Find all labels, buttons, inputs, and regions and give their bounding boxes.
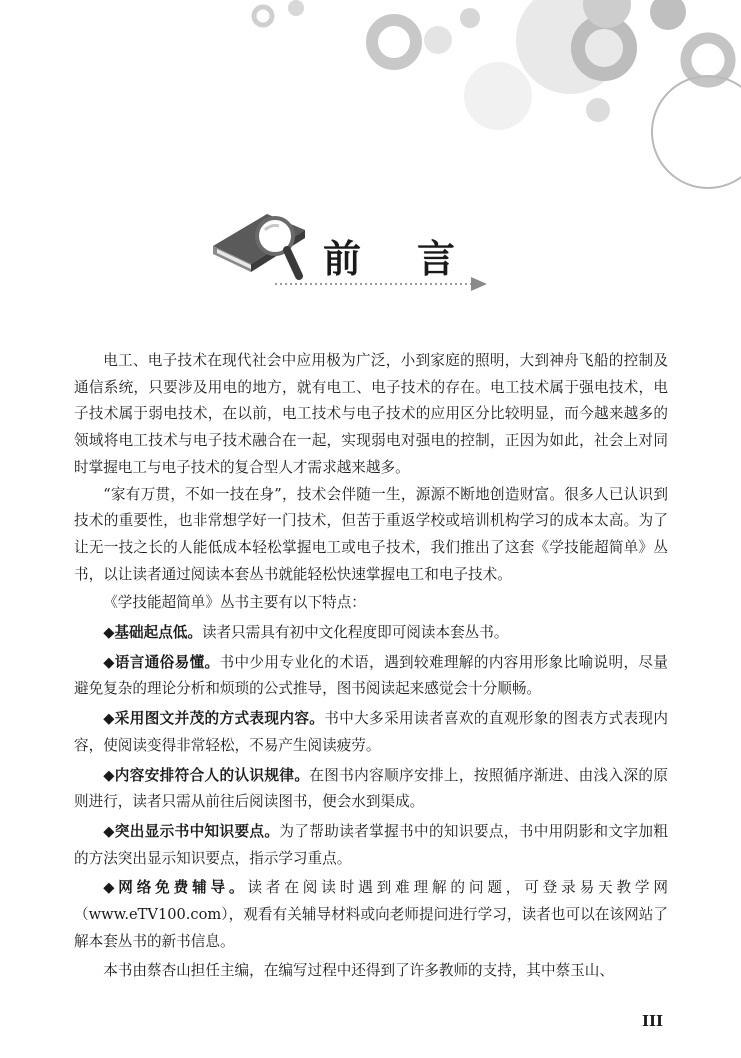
book-magnifier-icon [205,206,315,286]
feature-text: 为了帮助读者掌握书中的知识要点，书中用阴影和文字加粗的方法突出显示知识要点，指示学习重点。 [74,822,668,867]
feature-title: ◆网络免费辅导。 [103,879,248,897]
circle-deco [460,8,480,28]
decorative-circles [0,0,741,200]
preface-body [74,348,668,985]
feature-item [74,706,668,759]
feature-text: 书中少用专业化的术语，遇到较难理解的内容用形象比喻说明，尽量避免复杂的理论分析和烦琐的公式推导，图书阅读起来感觉会十分顺畅。 [74,653,668,698]
circle-deco [464,62,532,130]
preface-title-char-1: 前 [323,237,362,281]
dotted-arrow-icon [275,276,495,292]
feature-text: 读者在阅读时遇到难理解的问题，可登录易天教学网（www.eTV100.com），观看有关辅导材料或向老师提问进行学习，读者也可以在该网站了解本套丛书的新书信息。 [74,879,668,950]
circle-deco [652,76,741,188]
feature-title: ◆采用图文并茂的方式表现内容。 [103,710,325,728]
closing-paragraph: 本书由蔡杏山担任主编，在编写过程中还得到了许多教师的支持，其中蔡玉山、 [103,962,614,980]
feature-item [74,875,668,955]
features-intro: 《学技能超简单》丛书主要有以下特点： [103,594,366,612]
feature-item [74,620,668,647]
feature-text: 书中大多采用读者喜欢的直观形象的图表方式表现内容，使阅读变得非常轻松，不易产生阅读疲劳。 [74,710,668,754]
feature-item [74,819,668,872]
circle-deco [586,98,610,122]
feature-item [74,650,668,703]
feature-item [74,763,668,816]
paragraph: 电工、电子技术在现代社会中应用极为广泛，小到家庭的照明，大到神舟飞船的控制及通信系统，只要涉及用电的地方，就有电工、电子技术的存在。电工技术属于强电技术，电子技术属于弱电技术，在以前，电工技术与电子技术的应用区分比较明显，而今越来越多的领域将电工技术与电子技术融合在一起，实现弱电对强电的控制，正因为如此，社会上对同时掌握电工与电子技术的复合型人才需求越来越多。 [74,352,668,476]
preface-title-char-2: 言 [417,237,456,281]
circle-deco [372,20,416,64]
circle-deco [288,0,304,16]
circle-deco [424,26,452,54]
feature-title: ◆内容安排符合人的认识规律。 [103,766,310,784]
feature-title: ◆语言通俗易懂。 [103,653,220,671]
feature-text: 读者只需具有初中文化程度即可阅读本套丛书。 [201,624,509,642]
circle-deco [254,7,272,25]
feature-title: ◆突出显示书中知识要点。 [103,822,280,840]
paragraph: “家有万贯，不如一技在身”，技术会伴随一生，源源不断地创造财富。很多人已认识到技术的重要性，也非常想学好一门技术，但苦于重返学校或培训机构学习的成本太高。为了让无一技之长的人能低成本轻松掌握电工或电子技术，我们推出了这套《学技能超简单》丛书，以让读者通过阅读本套丛书就能轻松快速掌握电工和电子技术。 [74,485,668,583]
page-number: III [641,1012,663,1030]
feature-title: ◆基础起点低。 [103,624,202,642]
feature-text: 在图书内容顺序安排上，按照循序渐进、由浅入深的原则进行，读者只需从前往后阅读图书，便会水到渠成。 [74,766,668,811]
circle-deco [650,0,686,30]
preface-header [205,206,505,296]
